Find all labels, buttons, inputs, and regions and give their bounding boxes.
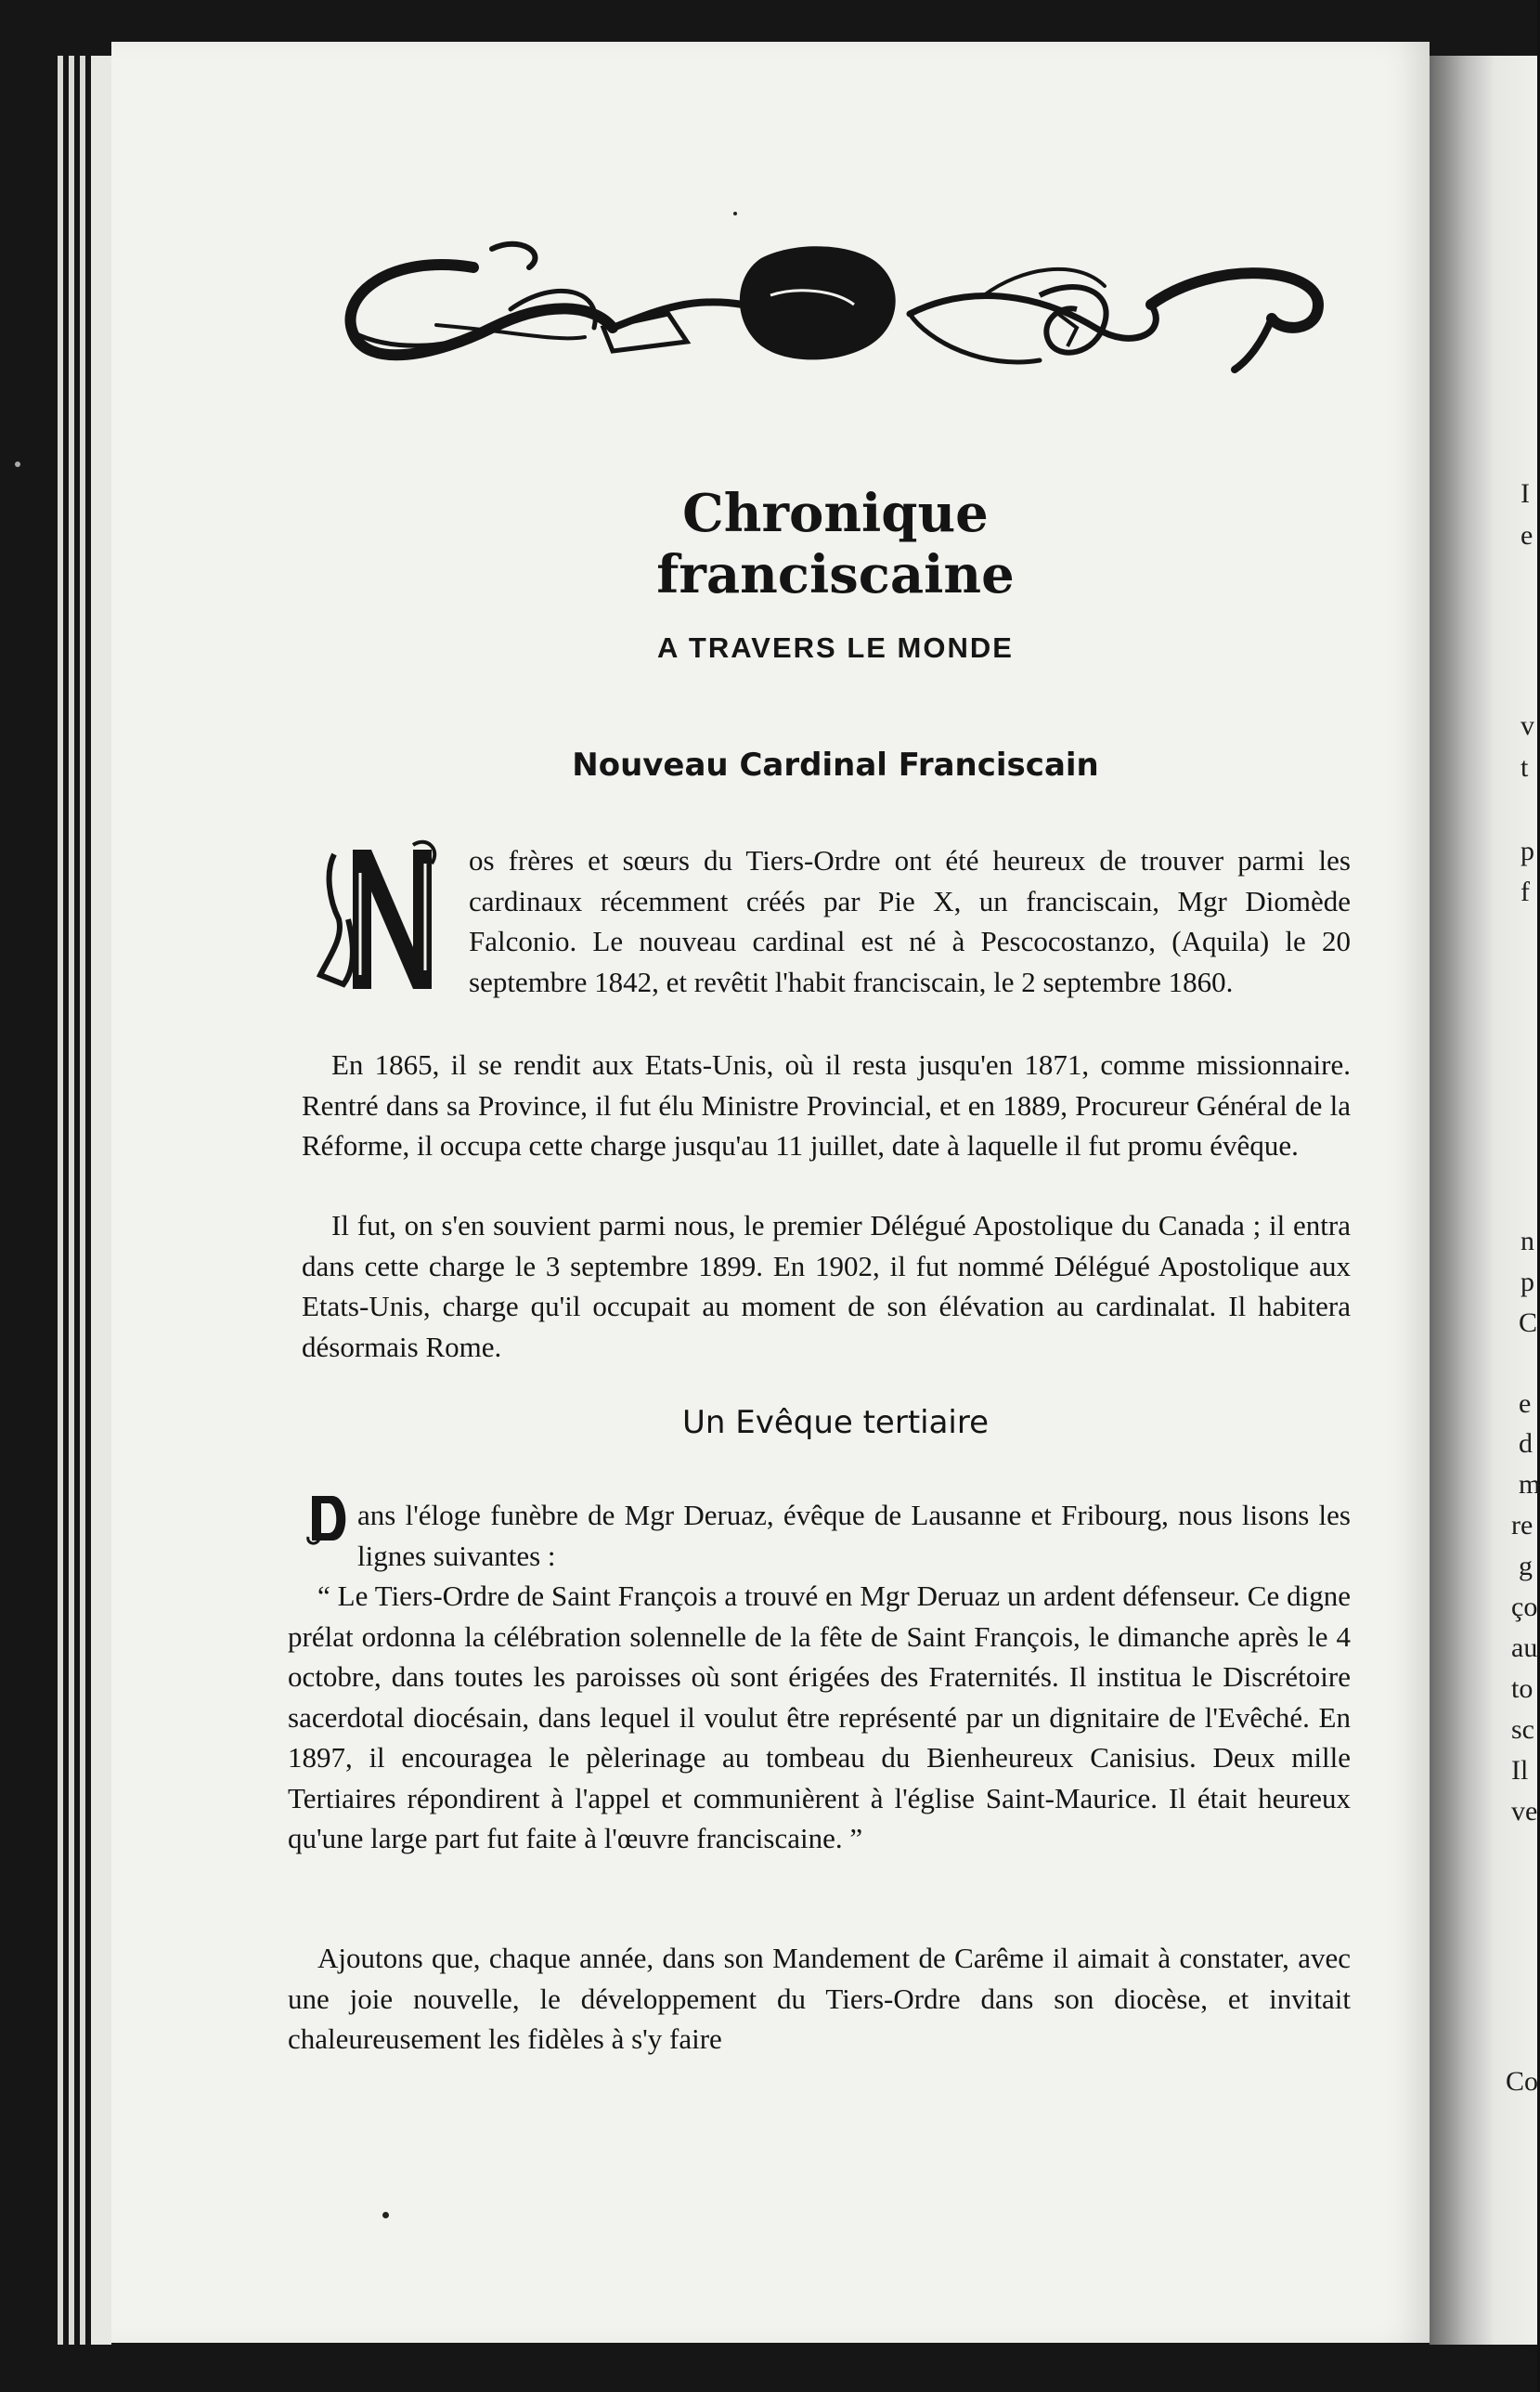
facing-text-fragment: ço xyxy=(1511,1592,1538,1622)
facing-text-fragment: g xyxy=(1519,1551,1533,1581)
facing-text-fragment: sc xyxy=(1511,1714,1534,1745)
facing-text-fragment: Co xyxy=(1506,2066,1539,2097)
facing-text-fragment: re xyxy=(1511,1510,1534,1540)
ink-speck xyxy=(733,212,737,215)
facing-text-fragment: p xyxy=(1521,836,1534,866)
facing-text-fragment: e xyxy=(1521,520,1534,551)
page-stack-edge xyxy=(69,56,74,2345)
facing-text-fragment: au xyxy=(1511,1632,1538,1663)
facing-text-fragment: f xyxy=(1521,877,1530,907)
facing-page-edge xyxy=(1430,56,1540,2345)
floral-ornament-icon xyxy=(334,240,1337,402)
section-heading: A TRAVERS LE MONDE xyxy=(657,631,1014,664)
page-stack-edge xyxy=(58,56,63,2345)
facing-text-fragment: Il xyxy=(1511,1755,1529,1786)
facing-text-fragment: n xyxy=(1521,1226,1534,1256)
page-stack-edge xyxy=(91,56,111,2345)
article-heading: Nouveau Cardinal Franciscain xyxy=(572,747,1099,784)
facing-text-fragment: ve xyxy=(1511,1796,1538,1826)
facing-text-fragment: p xyxy=(1521,1267,1534,1297)
article-paragraph: Il fut, on s'en souvient parmi nous, le premier Délégué Apostolique du Canada ; il entra dans cette charge le 3 septembre 1899. En 1902, il fut nommé Délégué Apostolique aux Etats-Unis, charge qu'il occupait au moment de son élévation au cardinalat. Il habitera désormais Rome. xyxy=(302,1209,1351,1363)
ink-speck xyxy=(382,2212,389,2218)
article-paragraph: Ajoutons que, chaque année, dans son Mandement de Carême il aimait à constater, avec une joie nouvelle, le développement du Tiers-Ordre dans son diocèse, et invitait chaleureusement les fidèles à s'y faire xyxy=(288,1942,1351,2055)
facing-text-fragment: d xyxy=(1519,1428,1533,1459)
dropcap-ornament-icon xyxy=(304,1490,353,1546)
facing-text-fragment: t xyxy=(1521,752,1529,783)
article-paragraph: En 1865, il se rendit aux Etats-Unis, où il resta jusqu'en 1871, comme missionnaire. Rentré dans sa Province, il fut élu Ministre Provincial, et en 1889, Procureur Général de la Réforme, il occupa cette charge jusqu'au 11 juillet, date à laquelle il fut promu évêque. xyxy=(302,1048,1351,1162)
article-paragraph: ans l'éloge funèbre de Mgr Deruaz, évêque de Lausanne et Fribourg, nous lisons les lignes suivantes : xyxy=(357,1499,1351,1572)
facing-text-fragment: to xyxy=(1511,1673,1534,1704)
facing-text-fragment: m xyxy=(1519,1469,1540,1500)
facing-text-fragment: C xyxy=(1519,1307,1538,1338)
facing-text-fragment: e xyxy=(1519,1388,1532,1419)
facing-text-fragment: v xyxy=(1521,710,1534,741)
page-title: Chronique franciscaine xyxy=(656,483,1015,605)
page-stack-edge xyxy=(80,56,85,2345)
article-heading: Un Evêque tertiaire xyxy=(681,1404,990,1441)
dropcap-ornament-icon xyxy=(306,836,446,1003)
facing-text-fragment: I xyxy=(1521,478,1530,509)
article-quote: “ Le Tiers-Ordre de Saint François a trouvé en Mgr Deruaz un ardent défenseur. Ce digne prélat ordonna la célébration solennelle de la fête de Saint François, le dimanche après le 4 octobre, dans toutes les paroisses où sont érigées des Fraternités. Il institua le Discrétoire sacerdotal diocésain, dans lequel il voulut être représenté par un dignitaire de l'Evêché. En 1897, il encouragea le pèlerinage au tombeau du Bienheureux Canisius. Deux mille Tertiaires répondirent à l'appel et communièrent à l'église Saint-Maurice. Il était heureux qu'une large part fut faite à l'œuvre franciscaine. ” xyxy=(288,1580,1351,1854)
ink-speck xyxy=(15,462,20,467)
article-paragraph: os frères et sœurs du Tiers-Ordre ont été heureux de trouver parmi les cardinaux récemment créés par Pie X, un franciscain, Mgr Diomède Falconio. Le nouveau cardinal est né à Pescocostanzo, (Aquila) le 20 septembre 1842, et revêtit l'habit franciscain, le 2 septembre 1860. xyxy=(469,844,1351,998)
